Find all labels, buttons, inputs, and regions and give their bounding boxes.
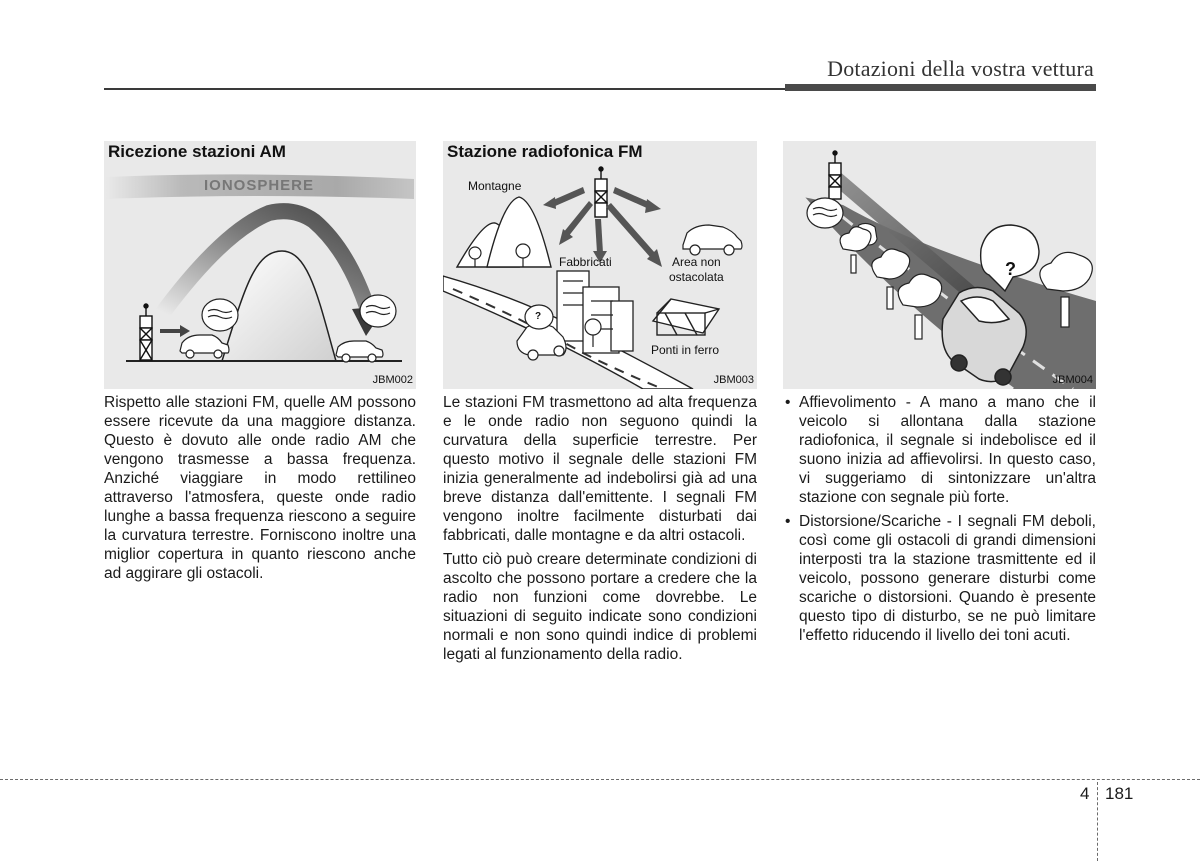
label-open-area bbox=[669, 255, 724, 285]
footer-vertical-rule bbox=[1097, 782, 1098, 861]
column-conditions-text bbox=[783, 393, 1096, 650]
radio-tower-icon bbox=[595, 167, 607, 217]
chapter-number: 4 bbox=[1080, 784, 1090, 803]
paragraph: Rispetto alle stazioni FM, quelle AM possono essere ricevute da una maggiore distanza. Questo è dovuto alle onde radio AM che vengono trasmesse a bassa frequenza. Anziché viaggiare in modo rettilineo attraverso l'atmosfera, queste onde radio lunghe a bassa frequenza riescono a seguire la curvatura terrestre. Forniscono inoltre una miglior copertura in quanto riescono anche ad aggirare gli ostacoli. bbox=[104, 394, 416, 582]
page-header-title: Dotazioni della vostra vettura bbox=[827, 56, 1094, 81]
car-icon bbox=[336, 341, 383, 362]
paragraph: Tutto ciò può creare determinate condizioni di ascolto che possono portare a credere che la radio non funzioni come dovrebbe. Le situazioni di seguito indicate sono condizioni normali e non sono quindi indice di problemi legati al funzionamento della radio. bbox=[443, 551, 757, 663]
ionosphere-label: IONOSPHERE bbox=[204, 177, 315, 194]
column-am-text bbox=[104, 393, 416, 588]
figure-code: JBM004 bbox=[1052, 374, 1093, 386]
radio-tower-icon bbox=[140, 304, 152, 360]
figure-title: Stazione radiofonica FM bbox=[447, 142, 643, 161]
footer-dashed-rule bbox=[0, 779, 1200, 780]
list-item: • Distorsione/Scariche - I segnali FM deboli, così come gli ostacoli di grandi dimensioni interposti tra la stazione trasmittente ed il veicolo, possono generare disturbi come scariche o distorsioni. Quando è presente questo tipo di disturbo, se ne può limitare l'effetto riducendo il livello dei toni acuti. bbox=[783, 512, 1096, 645]
road bbox=[803, 197, 1096, 389]
music-bubble-icon bbox=[202, 299, 238, 331]
question-mark: ? bbox=[535, 311, 542, 322]
page-number: 181 bbox=[1105, 784, 1134, 803]
list-item: • Affievolimento - A mano a mano che il veicolo si allontana dalla stazione radiofonica, il segnale si indebolisce ed il suono inizia ad affievolirsi. In questo caso, vi suggeriamo di sintonizzare un'altra stazione con segnale più forte. bbox=[783, 393, 1096, 507]
am-figure bbox=[104, 141, 416, 389]
direct-wave-arrow bbox=[160, 325, 190, 337]
column-fm-text bbox=[443, 393, 757, 669]
label-mountains: Montagne bbox=[468, 179, 522, 193]
mountain-shape bbox=[222, 251, 336, 361]
music-bubble-icon bbox=[360, 295, 396, 327]
label-bridges: Ponti in ferro bbox=[651, 343, 720, 357]
iron-bridge bbox=[653, 299, 719, 335]
bullet-list bbox=[783, 393, 1096, 645]
figure-code: JBM003 bbox=[713, 374, 754, 386]
paragraph: Le stazioni FM trasmettono ad alta frequenza e le onde radio non seguono quindi la curvatura della superficie terrestre. Per questo motivo il segnale delle stazioni FM inizia generalmente ad indebolirsi già ad una breve distanza dall'emittente. I segnali FM vengono inoltre facilmente disturbati dai fabbricati, dalle montagne e da altri ostacoli. bbox=[443, 394, 757, 544]
car-icon bbox=[683, 225, 742, 255]
figure-code: JBM002 bbox=[372, 374, 413, 386]
label-open-area-line1: Area non bbox=[672, 255, 721, 269]
label-open-area-line2: ostacolata bbox=[669, 270, 724, 284]
question-mark: ? bbox=[1005, 259, 1016, 279]
fading-figure bbox=[783, 141, 1096, 389]
radio-tower-icon bbox=[829, 151, 841, 199]
fading-illustration bbox=[783, 141, 1096, 389]
fm-figure bbox=[443, 141, 757, 389]
buildings bbox=[557, 271, 633, 353]
header-rule-accent bbox=[785, 84, 1096, 91]
car-icon bbox=[180, 335, 229, 358]
label-buildings: Fabbricati bbox=[559, 255, 612, 269]
figure-title: Ricezione stazioni AM bbox=[108, 142, 286, 161]
music-bubble-icon bbox=[807, 198, 843, 228]
